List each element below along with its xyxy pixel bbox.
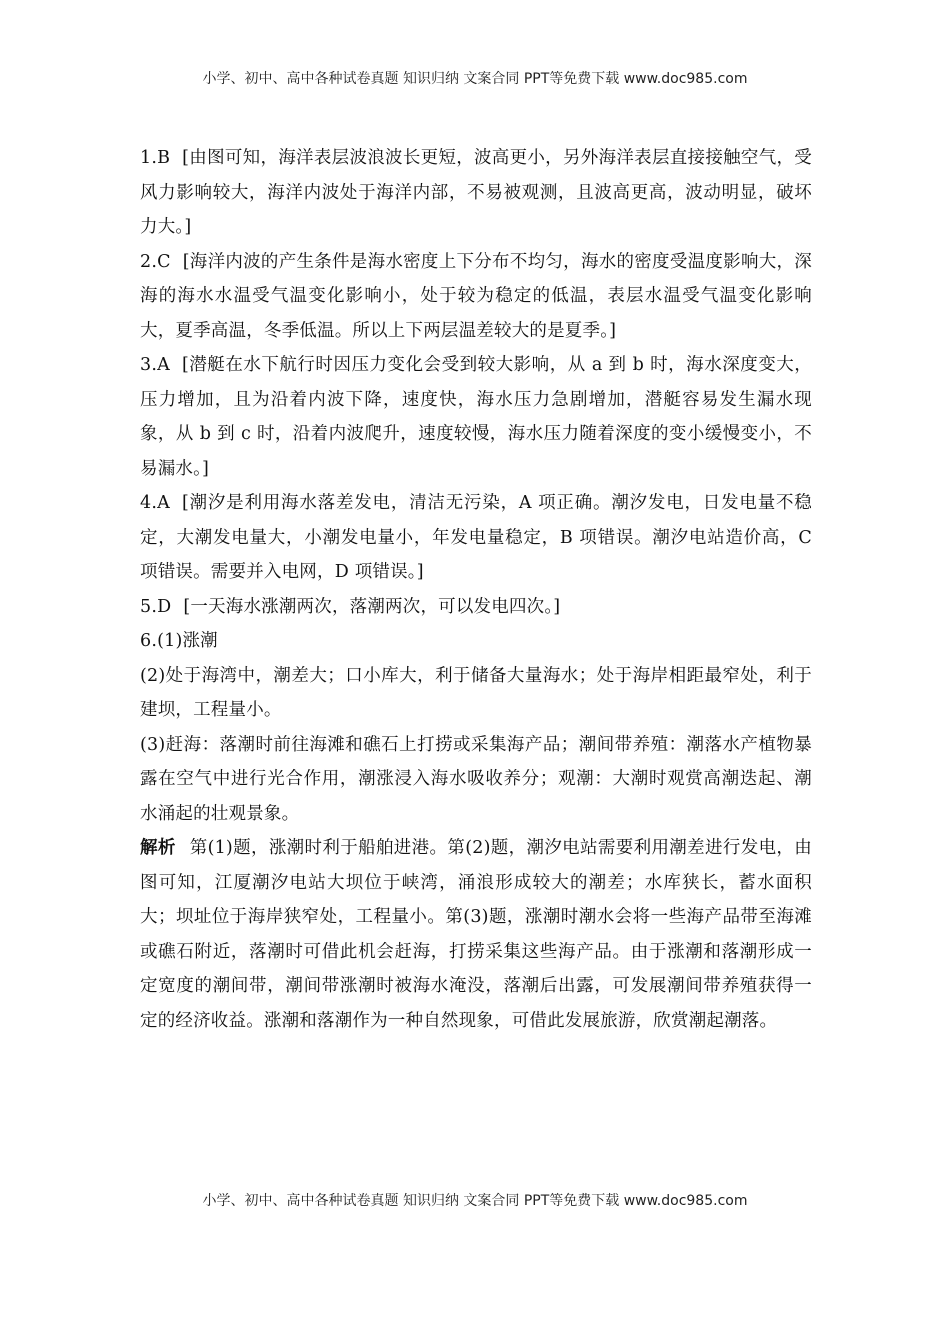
answer-4-number: 4.A	[140, 493, 170, 513]
page-header: 小学、初中、高中各种试卷真题 知识归纳 文案合同 PPT等免费下载 www.doc985.com	[202, 71, 748, 87]
answer-2-number: 2.C	[140, 251, 171, 272]
answer-6-part-2: (2)处于海湾中，潮差大；口小库大，利于储备大量海水；处于海岸相距最窄处，利于建坝，工程量小。	[140, 665, 812, 720]
page-footer: 小学、初中、高中各种试卷真题 知识归纳 文案合同 PPT等免费下载 www.doc985.com	[202, 1193, 748, 1209]
analysis-label: 解析	[140, 838, 176, 858]
answer-2	[140, 245, 812, 349]
answer-6-part-1: 6.(1)涨潮	[140, 631, 218, 651]
answer-5-explanation: [一天海水涨潮两次，落潮两次，可以发电四次。]	[183, 596, 561, 617]
answer-1-explanation: [由图可知，海洋表层波浪波长更短，波高更小，另外海洋表层直接接触空气，受风力影响较大，海洋内波处于海洋内部，不易被观测，且波高更高，波动明显，破坏力大。]	[140, 148, 812, 237]
answer-1	[140, 141, 812, 245]
analysis-text: 第(1)题，涨潮时利于船舶进港。第(2)题，潮汐电站需要利用潮差进行发电，由图可知，江厦潮汐电站大坝位于峡湾，涌浪形成较大的潮差；水库狭长，蓄水面积大；坝址位于海岸狭窄处，工程量小。第(3)题，涨潮时潮水会将一些海产品带至海滩或礁石附近，落潮时可借此机会赶海，打捞采集这些海产品。由于涨潮和落潮形成一定宽度的潮间带，潮间带涨潮时被海水淹没，落潮后出露，可发展潮间带养殖获得一定的经济收益。涨潮和落潮作为一种自然现象，可借此发展旅游，欣赏潮起潮落。	[140, 838, 812, 1031]
answer-4-explanation: [潮汐是利用海水落差发电，清洁无污染，A 项正确。潮汐发电，日发电量不稳定，大潮发电量大，小潮发电量小，年发电量稳定，B 项错误。潮汐电站造价高，C 项错误。需要并入电网，D 项错误。]	[140, 493, 812, 582]
answer-2-explanation: [海洋内波的产生条件是海水密度上下分布不均匀，海水的密度受温度影响大，深海的海水水温受气温变化影响小，处于较为稳定的低温，表层水温受气温变化影响大，夏季高温，冬季低温。所以上下两层温差较大的是夏季。]	[140, 251, 812, 341]
answer-5	[140, 590, 812, 625]
answer-3	[140, 348, 812, 486]
answer-5-number: 5.D	[140, 596, 172, 617]
answer-6-part-3: (3)赶海：落潮时前往海滩和礁石上打捞或采集海产品；潮间带养殖：潮落水产植物暴露在空气中进行光合作用，潮涨浸入海水吸收养分；观潮：大潮时观赏高潮迭起、潮水涌起的壮观景象。	[140, 734, 812, 824]
answer-4	[140, 486, 812, 590]
answer-3-number: 3.A	[140, 355, 170, 375]
answer-3-explanation: [潜艇在水下航行时因压力变化会受到较大影响，从 a 到 b 时，海水深度变大，压力增加，且为沿着内波下降，速度快，海水压力急剧增加，潜艇容易发生漏水现象，从 b 到 c 时，沿着内波爬升，速度较慢，海水压力随着深度的变小缓慢变小，不易漏水。]	[140, 355, 812, 479]
analysis-paragraph	[140, 831, 812, 1038]
answer-1-number: 1.B	[140, 148, 171, 168]
answer-content	[140, 141, 812, 1038]
